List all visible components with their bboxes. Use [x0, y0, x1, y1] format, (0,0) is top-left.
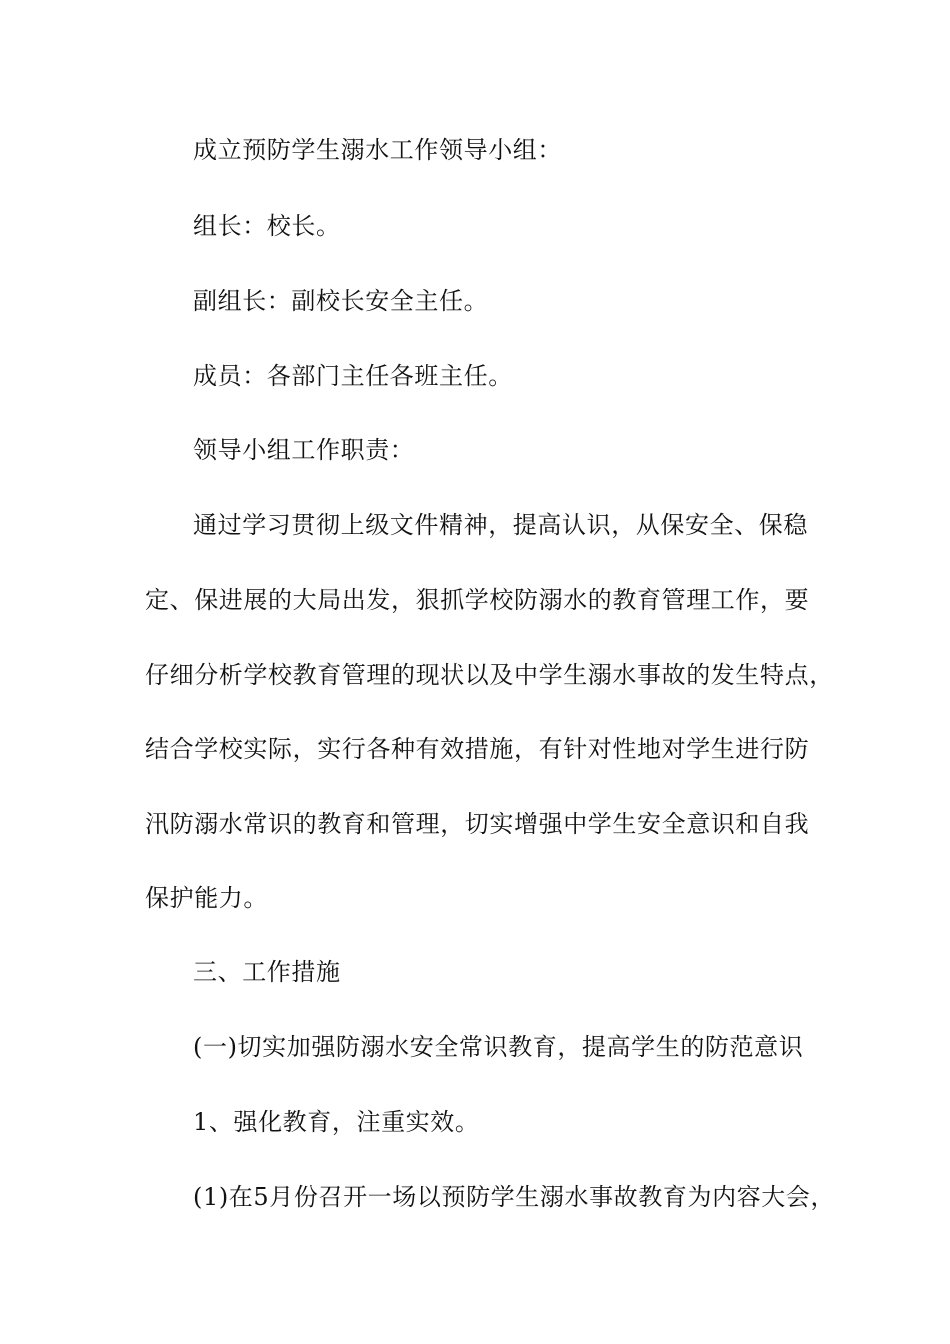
text-line-13: (一)切实加强防溺水安全常识教育，提高学生的防范意识 [193, 1033, 804, 1061]
text-line-1: 成立预防学生溺水工作领导小组： [193, 136, 562, 164]
text-line-4: 成员：各部门主任各班主任。 [193, 362, 513, 390]
text-line-5: 领导小组工作职责： [193, 436, 415, 464]
text-line-14: 1、强化教育，注重实效。 [193, 1108, 480, 1136]
text-line-8: 仔细分析学校教育管理的现状以及中学生溺水事故的发生特点， [145, 661, 834, 689]
text-line-3: 副组长：副校长安全主任。 [193, 287, 489, 315]
text-line-11: 保护能力。 [145, 884, 268, 912]
text-line-9: 结合学校实际，实行各种有效措施，有针对性地对学生进行防 [145, 735, 810, 763]
text-line-12: 三、工作措施 [193, 958, 341, 986]
text-line-6: 通过学习贯彻上级文件精神，提高认识，从保安全、保稳 [193, 511, 808, 539]
text-line-10: 汛防溺水常识的教育和管理，切实增强中学生安全意识和自我 [145, 810, 810, 838]
text-line-2: 组长：校长。 [193, 212, 341, 240]
text-line-15: (1)在5月份召开一场以预防学生溺水事故教育为内容大会， [193, 1183, 836, 1211]
text-line-7: 定、保进展的大局出发，狠抓学校防溺水的教育管理工作，要 [145, 586, 810, 614]
